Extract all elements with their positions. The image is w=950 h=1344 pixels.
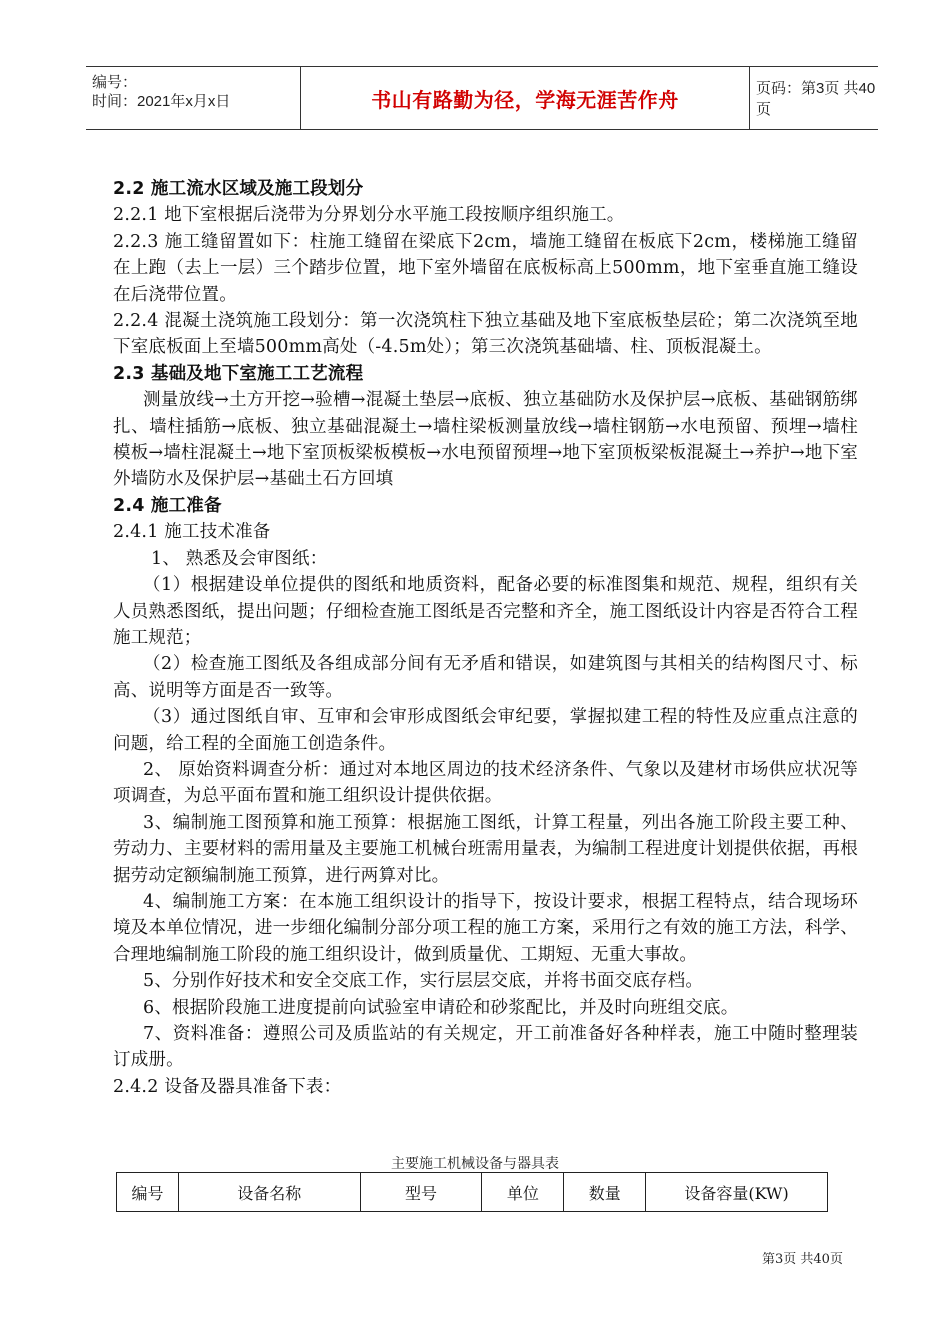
paragraph: 4、编制施工方案：在本施工组织设计的指导下，按设计要求，根据工程特点，结合现场环境及本单位情况，进一步细化编制分部分项工程的施工方案，采用行之有效的施工方法，科学、合理地编制施工阶段的施工组织设计，做到质量优、工期短、无重大事故。 xyxy=(113,891,858,965)
section-heading: 2.4 施工准备 xyxy=(113,495,222,516)
paragraph: 测量放线→土方开挖→验槽→混凝土垫层→底板、独立基础防水及保护层→底板、基础钢筋绑扎、墙柱插筋→底板、独立基础混凝土→墙柱梁板测量放线→墙柱钢筋→水电预留、预埋→墙柱模板→墙柱混凝土→地下室顶板梁板模板→水电预留预埋→地下室顶板梁板混凝土→养护→地下室外墙防水及保护层→基础土石方回填 xyxy=(113,390,858,490)
header-page-label: 页码：第3页 共40页 xyxy=(756,80,876,118)
document-body xyxy=(113,176,858,1100)
equipment-table xyxy=(116,1172,828,1212)
header-time-label: 时间：2021年x月x日 xyxy=(92,93,231,110)
section-heading: 2.2 施工流水区域及施工段划分 xyxy=(113,179,364,199)
paragraph: （2）检查施工图纸及各组成部分间有无矛盾和错误，如建筑图与其相关的结构图尺寸、标高、说明等方面是否一致等。 xyxy=(113,654,858,701)
section-heading: 2.3 基础及地下室施工工艺流程 xyxy=(113,363,364,384)
paragraph: 2.2.4 混凝土浇筑施工段划分：第一次浇筑柱下独立基础及地下室底板垫层砼；第二次浇筑至地下室底板面上至墙500mm高处（-4.5m处）；第三次浇筑基础墙、柱、顶板混凝土。 xyxy=(113,311,858,358)
table-title: 主要施工机械设备与器具表 xyxy=(391,1156,559,1172)
table-header-cell: 型号 xyxy=(360,1173,482,1212)
table-header-cell: 设备容量(KW) xyxy=(646,1173,828,1212)
page-header xyxy=(86,66,878,130)
header-slogan: 书山有路勤为径，学海无涯苦作舟 xyxy=(300,67,750,129)
table-header-cell: 设备名称 xyxy=(178,1173,360,1212)
table-header-cell: 编号 xyxy=(117,1173,179,1212)
paragraph: 2.2.3 施工缝留置如下：柱施工缝留在梁底下2cm，墙施工缝留在板底下2cm，楼梯施工缝留在上跑（去上一层）三个踏步位置，地下室外墙留在底板标高上500mm，地下室垂直施工缝设在后浇带位置。 xyxy=(113,231,858,305)
paragraph: 2.4.2 设备及器具准备下表： xyxy=(113,1076,342,1097)
paragraph: （1）根据建设单位提供的图纸和地质资料，配备必要的标准图集和规范、规程，组织有关人员熟悉图纸，提出问题；仔细检查施工图纸是否完整和齐全，施工图纸设计内容是否符合工程施工规范； xyxy=(113,575,858,648)
header-meta xyxy=(92,73,292,111)
paragraph: 3、编制施工图预算和施工预算：根据施工图纸，计算工程量，列出各施工阶段主要工种、劳动力、主要材料的需用量及主要施工机械台班需用量表，为编制工程进度计划提供依据，再根据劳动定额编制施工预算，进行两算对比。 xyxy=(113,812,858,886)
header-number-label: 编号： xyxy=(92,74,138,91)
paragraph: （3）通过图纸自审、互审和会审形成图纸会审纪要，掌握拟建工程的特性及应重点注意的问题，给工程的全面施工创造条件。 xyxy=(113,707,858,754)
table-header-row xyxy=(117,1173,828,1212)
paragraph: 2、 原始资料调查分析：通过对本地区周边的技术经济条件、气象以及建材市场供应状况等项调查，为总平面布置和施工组织设计提供依据。 xyxy=(113,759,858,807)
table-header-cell: 单位 xyxy=(482,1173,564,1212)
paragraph: 6、根据阶段施工进度提前向试验室申请砼和砂浆配比，并及时向班组交底。 xyxy=(143,997,739,1018)
paragraph: 1、 熟悉及会审图纸： xyxy=(151,548,328,569)
paragraph: 2.2.1 地下室根据后浇带为分界划分水平施工段按顺序组织施工。 xyxy=(113,205,625,226)
paragraph: 7、资料准备：遵照公司及质监站的有关规定，开工前准备好各种样表，施工中随时整理装订成册。 xyxy=(113,1024,858,1071)
table-header-cell: 数量 xyxy=(564,1173,646,1212)
paragraph: 2.4.1 施工技术准备 xyxy=(113,522,271,543)
page-footer: 第3页 共40页 xyxy=(762,1252,843,1267)
paragraph: 5、分别作好技术和安全交底工作，实行层层交底，并将书面交底存档。 xyxy=(143,971,704,992)
